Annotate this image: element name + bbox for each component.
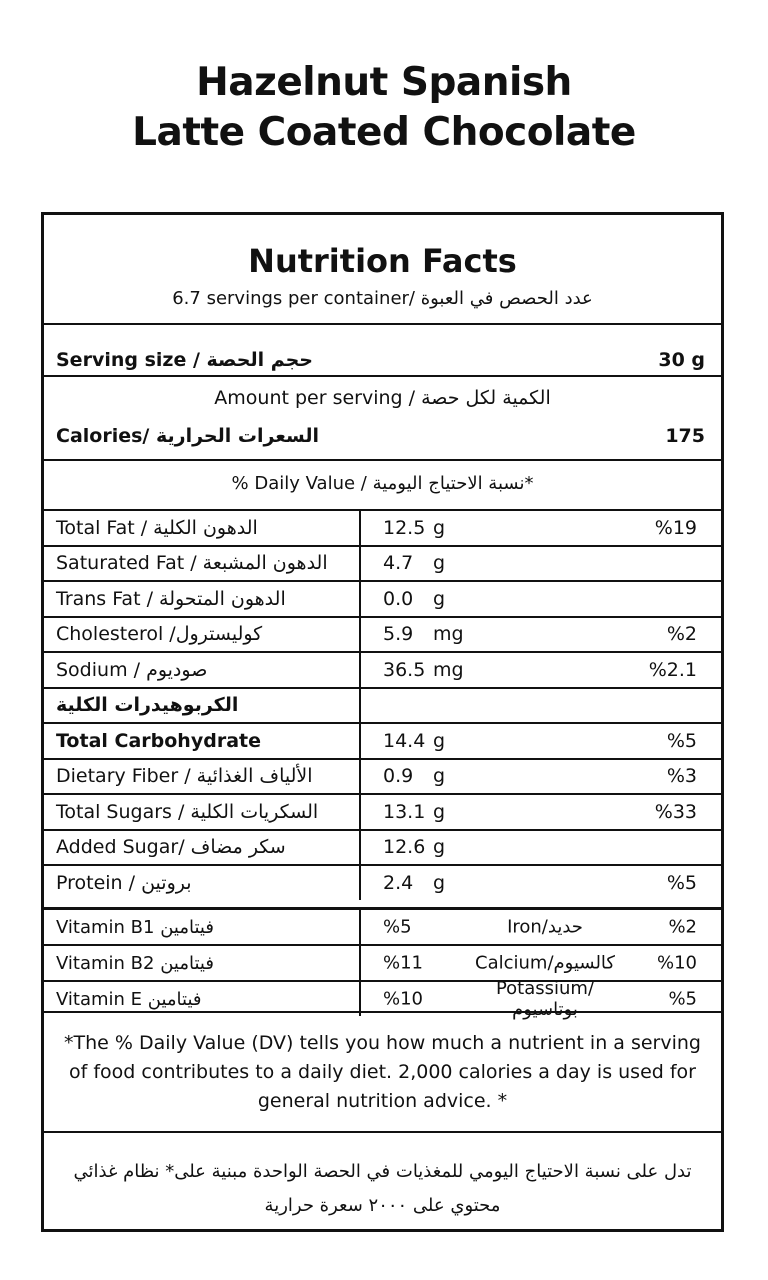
nutrient-amount: 12.6 <box>383 836 426 859</box>
nutrient-amount: 13.1 <box>383 800 426 823</box>
nutrient-label: Cholesterol /كوليسترول <box>44 617 360 653</box>
nutrient-values <box>360 723 721 759</box>
mineral-percent: %5 <box>668 988 697 1010</box>
nutrient-daily-value: %2 <box>666 623 697 646</box>
mineral-label: Calcium/كالسيوم <box>475 952 615 974</box>
nutrient-amount: 0.9 <box>383 765 414 788</box>
nutrient-unit: g <box>433 587 446 610</box>
nutrient-unit: g <box>433 729 446 752</box>
nutrient-row <box>44 546 721 582</box>
nutrient-values <box>360 794 721 830</box>
vitamin-percent: %11 <box>383 952 424 974</box>
nutrient-row <box>44 759 721 795</box>
serving-size-label: Serving size / حجم الحصة <box>56 349 314 371</box>
nutrient-unit: g <box>433 836 446 859</box>
nutrient-amount: 14.4 <box>383 729 426 752</box>
nutrient-values <box>360 865 721 900</box>
nutrient-amount: 2.4 <box>383 871 414 894</box>
calories-value: 175 <box>665 425 705 447</box>
nutrient-row <box>44 581 721 617</box>
nutrient-daily-value: %2.1 <box>648 658 697 681</box>
product-title <box>0 58 768 158</box>
mineral-label: Iron/حديد <box>507 916 583 938</box>
footnote-arabic: تدل على نسبة الاحتياج اليومي للمغذيات في الحصة الواحدة مبنية على* نظام غذائي محتوي على ٢٠٠٠ سعرة حرارية <box>73 1161 692 1216</box>
nutrient-unit: g <box>433 800 446 823</box>
servings-per-container: 6.7 servings per container/ عدد الحصص في العبوة <box>172 288 593 309</box>
divider <box>44 1131 721 1133</box>
nutrient-amount: 5.9 <box>383 623 414 646</box>
daily-value-header: % Daily Value / نسبة الاحتياج اليومية* <box>231 473 534 494</box>
nutrient-label: Total Fat / الدهون الكلية <box>44 510 360 546</box>
nutrient-row <box>44 723 721 759</box>
nutrient-values <box>360 510 721 546</box>
divider <box>44 459 721 461</box>
calories-label: Calories/ السعرات الحرارية <box>56 425 319 447</box>
nutrient-daily-value: %5 <box>666 729 697 752</box>
nutrient-amount: 0.0 <box>383 587 414 610</box>
mineral-percent: %10 <box>656 952 697 974</box>
vitamin-label: Vitamin B1 فيتامين <box>44 909 360 946</box>
nutrient-row <box>44 510 721 546</box>
product-title-line-2: Latte Coated Chocolate <box>132 110 636 155</box>
nutrient-values <box>360 759 721 795</box>
vitamin-row <box>44 909 721 946</box>
divider <box>44 323 721 325</box>
nutrient-unit: mg <box>433 658 464 681</box>
vitamin-table <box>44 907 721 1020</box>
nutrient-values <box>360 581 721 617</box>
vitamin-percent: %10 <box>383 988 424 1010</box>
nutrition-facts-heading: Nutrition Facts <box>248 242 517 280</box>
nutrient-daily-value: %19 <box>654 516 697 539</box>
nutrient-daily-value: %5 <box>666 871 697 894</box>
nutrient-values <box>360 546 721 582</box>
nutrition-facts-panel <box>41 212 724 1232</box>
nutrient-label: Protein / بروتين <box>44 865 360 900</box>
nutrient-label: الكربوهيدرات الكلية <box>44 688 360 724</box>
nutrient-unit: mg <box>433 623 464 646</box>
nutrient-values <box>360 830 721 866</box>
vitamin-row <box>44 945 721 981</box>
nutrient-values <box>360 617 721 653</box>
calories-row <box>44 421 721 451</box>
nutrient-daily-value: %33 <box>654 800 697 823</box>
serving-size-value: 30 g <box>658 349 705 371</box>
nutrient-row <box>44 830 721 866</box>
product-title-line-1: Hazelnut Spanish <box>196 60 572 105</box>
nutrient-unit: g <box>433 765 446 788</box>
nutrient-label: Total Sugars / السكريات الكلية <box>44 794 360 830</box>
nutrient-label: Dietary Fiber / الألياف الغذائية <box>44 759 360 795</box>
nutrient-row <box>44 794 721 830</box>
mineral-percent: %2 <box>668 916 697 938</box>
nutrient-unit: g <box>433 516 446 539</box>
vitamin-values <box>360 945 721 981</box>
nutrient-label: Sodium / صوديوم <box>44 652 360 688</box>
mineral-label: Potassium/بوتاسيوم <box>495 978 595 1020</box>
vitamin-label: Vitamin B2 فيتامين <box>44 945 360 981</box>
nutrient-label: Added Sugar/ سكر مضاف <box>44 830 360 866</box>
vitamin-values <box>360 909 721 946</box>
nutrient-unit: g <box>433 552 446 575</box>
nutrient-table <box>44 509 721 900</box>
amount-per-serving: Amount per serving / الكمية لكل حصة <box>214 387 551 409</box>
nutrient-amount: 36.5 <box>383 658 426 681</box>
nutrient-row <box>44 865 721 900</box>
vitamin-percent: %5 <box>383 916 412 938</box>
nutrient-values <box>360 688 721 724</box>
nutrient-row <box>44 688 721 724</box>
nutrient-daily-value: %3 <box>666 765 697 788</box>
vitamin-label: Vitamin E فيتامين <box>44 981 360 1016</box>
nutrient-label: Saturated Fat / الدهون المشبعة <box>44 546 360 582</box>
divider <box>44 1011 721 1013</box>
nutrient-amount: 12.5 <box>383 516 426 539</box>
nutrient-label: Trans Fat / الدهون المتحولة <box>44 581 360 617</box>
nutrient-label: Total Carbohydrate <box>44 723 360 759</box>
divider <box>44 375 721 377</box>
nutrient-row <box>44 652 721 688</box>
nutrient-amount: 4.7 <box>383 552 414 575</box>
nutrient-unit: g <box>433 871 446 894</box>
nutrient-row <box>44 617 721 653</box>
nutrient-values <box>360 652 721 688</box>
footnote-english: *The % Daily Value (DV) tells you how much a nutrient in a serving of food contributes to a daily diet. 2,000 calories a day is used for general nutrition advice. * <box>64 1032 701 1112</box>
